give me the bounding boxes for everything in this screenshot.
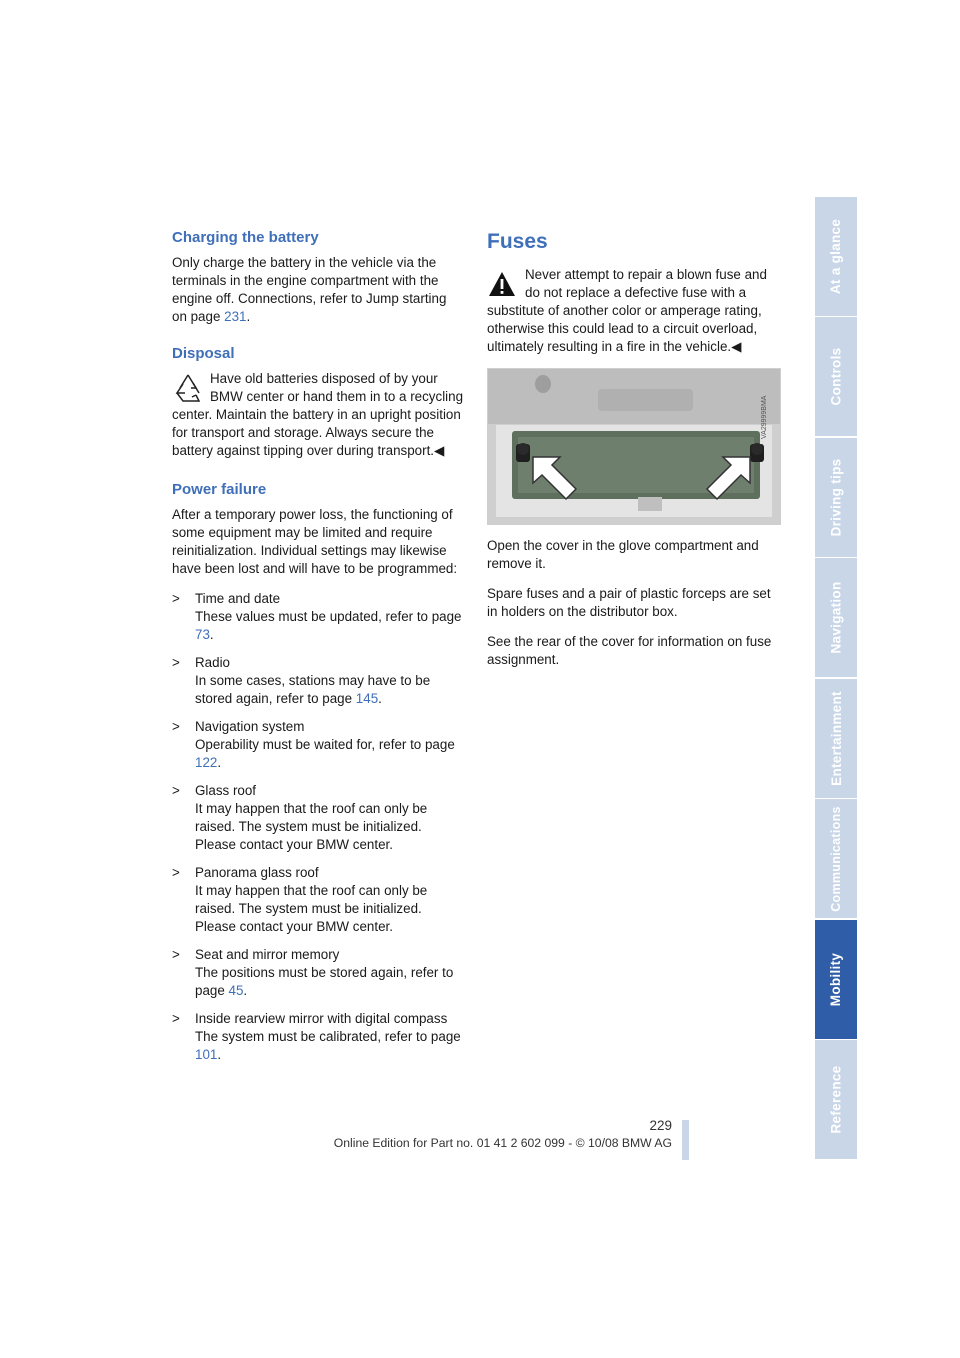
fuses-paragraph-1: Open the cover in the glove compartment and remove it. bbox=[487, 538, 759, 571]
fuse-warning: Never attempt to repair a blown fuse and do not replace a defective fuse with a substitute of another color or amperage rating, otherwise this could lead to a circuit overload, ultimately resulting in a fire in the vehicle.◀ bbox=[487, 267, 767, 354]
tab-driving-tips[interactable]: Driving tips bbox=[815, 438, 857, 557]
power-failure-list bbox=[172, 590, 464, 1064]
power-failure-intro: After a temporary power loss, the functioning of some equipment may be limited and require reinitialization. Individual settings may likewise have been lost and will have to be programmed: bbox=[172, 507, 458, 576]
disposal-note: Have old batteries disposed of by your BMW center or hand them in to a recycling center. Maintain the battery in an upright position for transport and storage. Always secure the battery against tipping over during transport.◀ bbox=[172, 371, 464, 458]
fuses-paragraph-2: Spare fuses and a pair of plastic forceps are set in holders on the distributor box. bbox=[487, 586, 771, 619]
list-item: > Time and date These values must be updated, refer to page 73. bbox=[172, 591, 462, 642]
fuses-heading: Fuses bbox=[487, 230, 548, 253]
list-item: > Panorama glass roof It may happen that the roof can only be raised. The system must be initialized. Please contact your BMW center. bbox=[172, 865, 428, 934]
page-link-145[interactable]: 145 bbox=[355, 691, 379, 706]
page-link-45[interactable]: 45 bbox=[228, 983, 244, 998]
glove-compartment-figure bbox=[487, 368, 781, 525]
charging-paragraph: Only charge the battery in the vehicle via the terminals in the engine compartment with the engine off. Connections, refer to Jump starting on page 231. bbox=[172, 255, 447, 324]
page-number: 229 bbox=[649, 1118, 672, 1133]
warning-triangle-icon bbox=[487, 270, 517, 298]
left-column bbox=[172, 228, 464, 1080]
list-item: > Navigation system Operability must be waited for, refer to page 122. bbox=[172, 719, 455, 770]
recycle-icon bbox=[172, 372, 204, 404]
chapter-tabs bbox=[815, 197, 857, 1160]
tab-mobility[interactable]: Mobility bbox=[815, 920, 857, 1039]
page-link-101[interactable]: 101 bbox=[195, 1047, 218, 1062]
tab-controls[interactable]: Controls bbox=[815, 317, 857, 436]
figure-code: VA29999BMA bbox=[761, 395, 768, 439]
edition-footer: Online Edition for Part no. 01 41 2 602 099 - © 10/08 BMW AG bbox=[333, 1136, 672, 1150]
list-item: > Radio In some cases, stations may have to be stored again, refer to page 145. bbox=[172, 655, 431, 706]
tab-communications[interactable]: Communications bbox=[815, 799, 857, 918]
tab-entertainment[interactable]: Entertainment bbox=[815, 679, 857, 798]
tab-reference[interactable]: Reference bbox=[815, 1040, 857, 1159]
power-failure-heading: Power failure bbox=[172, 481, 267, 498]
page-link-122[interactable]: 122 bbox=[195, 755, 218, 770]
page-link-231[interactable]: 231 bbox=[224, 309, 247, 324]
fuses-paragraph-3: See the rear of the cover for information on fuse assignment. bbox=[487, 634, 772, 667]
right-column bbox=[487, 228, 782, 681]
footer-bar bbox=[682, 1120, 689, 1160]
charging-heading: Charging the battery bbox=[172, 229, 319, 246]
list-item: > Glass roof It may happen that the roof can only be raised. The system must be initialized. Please contact your BMW center. bbox=[172, 783, 428, 852]
tab-at-a-glance[interactable]: At a glance bbox=[815, 197, 857, 316]
page-link-73[interactable]: 73 bbox=[195, 627, 210, 642]
list-item: > Seat and mirror memory The positions must be stored again, refer to page 45. bbox=[172, 947, 454, 998]
tab-navigation[interactable]: Navigation bbox=[815, 558, 857, 677]
list-item: > Inside rearview mirror with digital compass The system must be calibrated, refer to page 101. bbox=[172, 1011, 461, 1062]
disposal-heading: Disposal bbox=[172, 345, 235, 362]
